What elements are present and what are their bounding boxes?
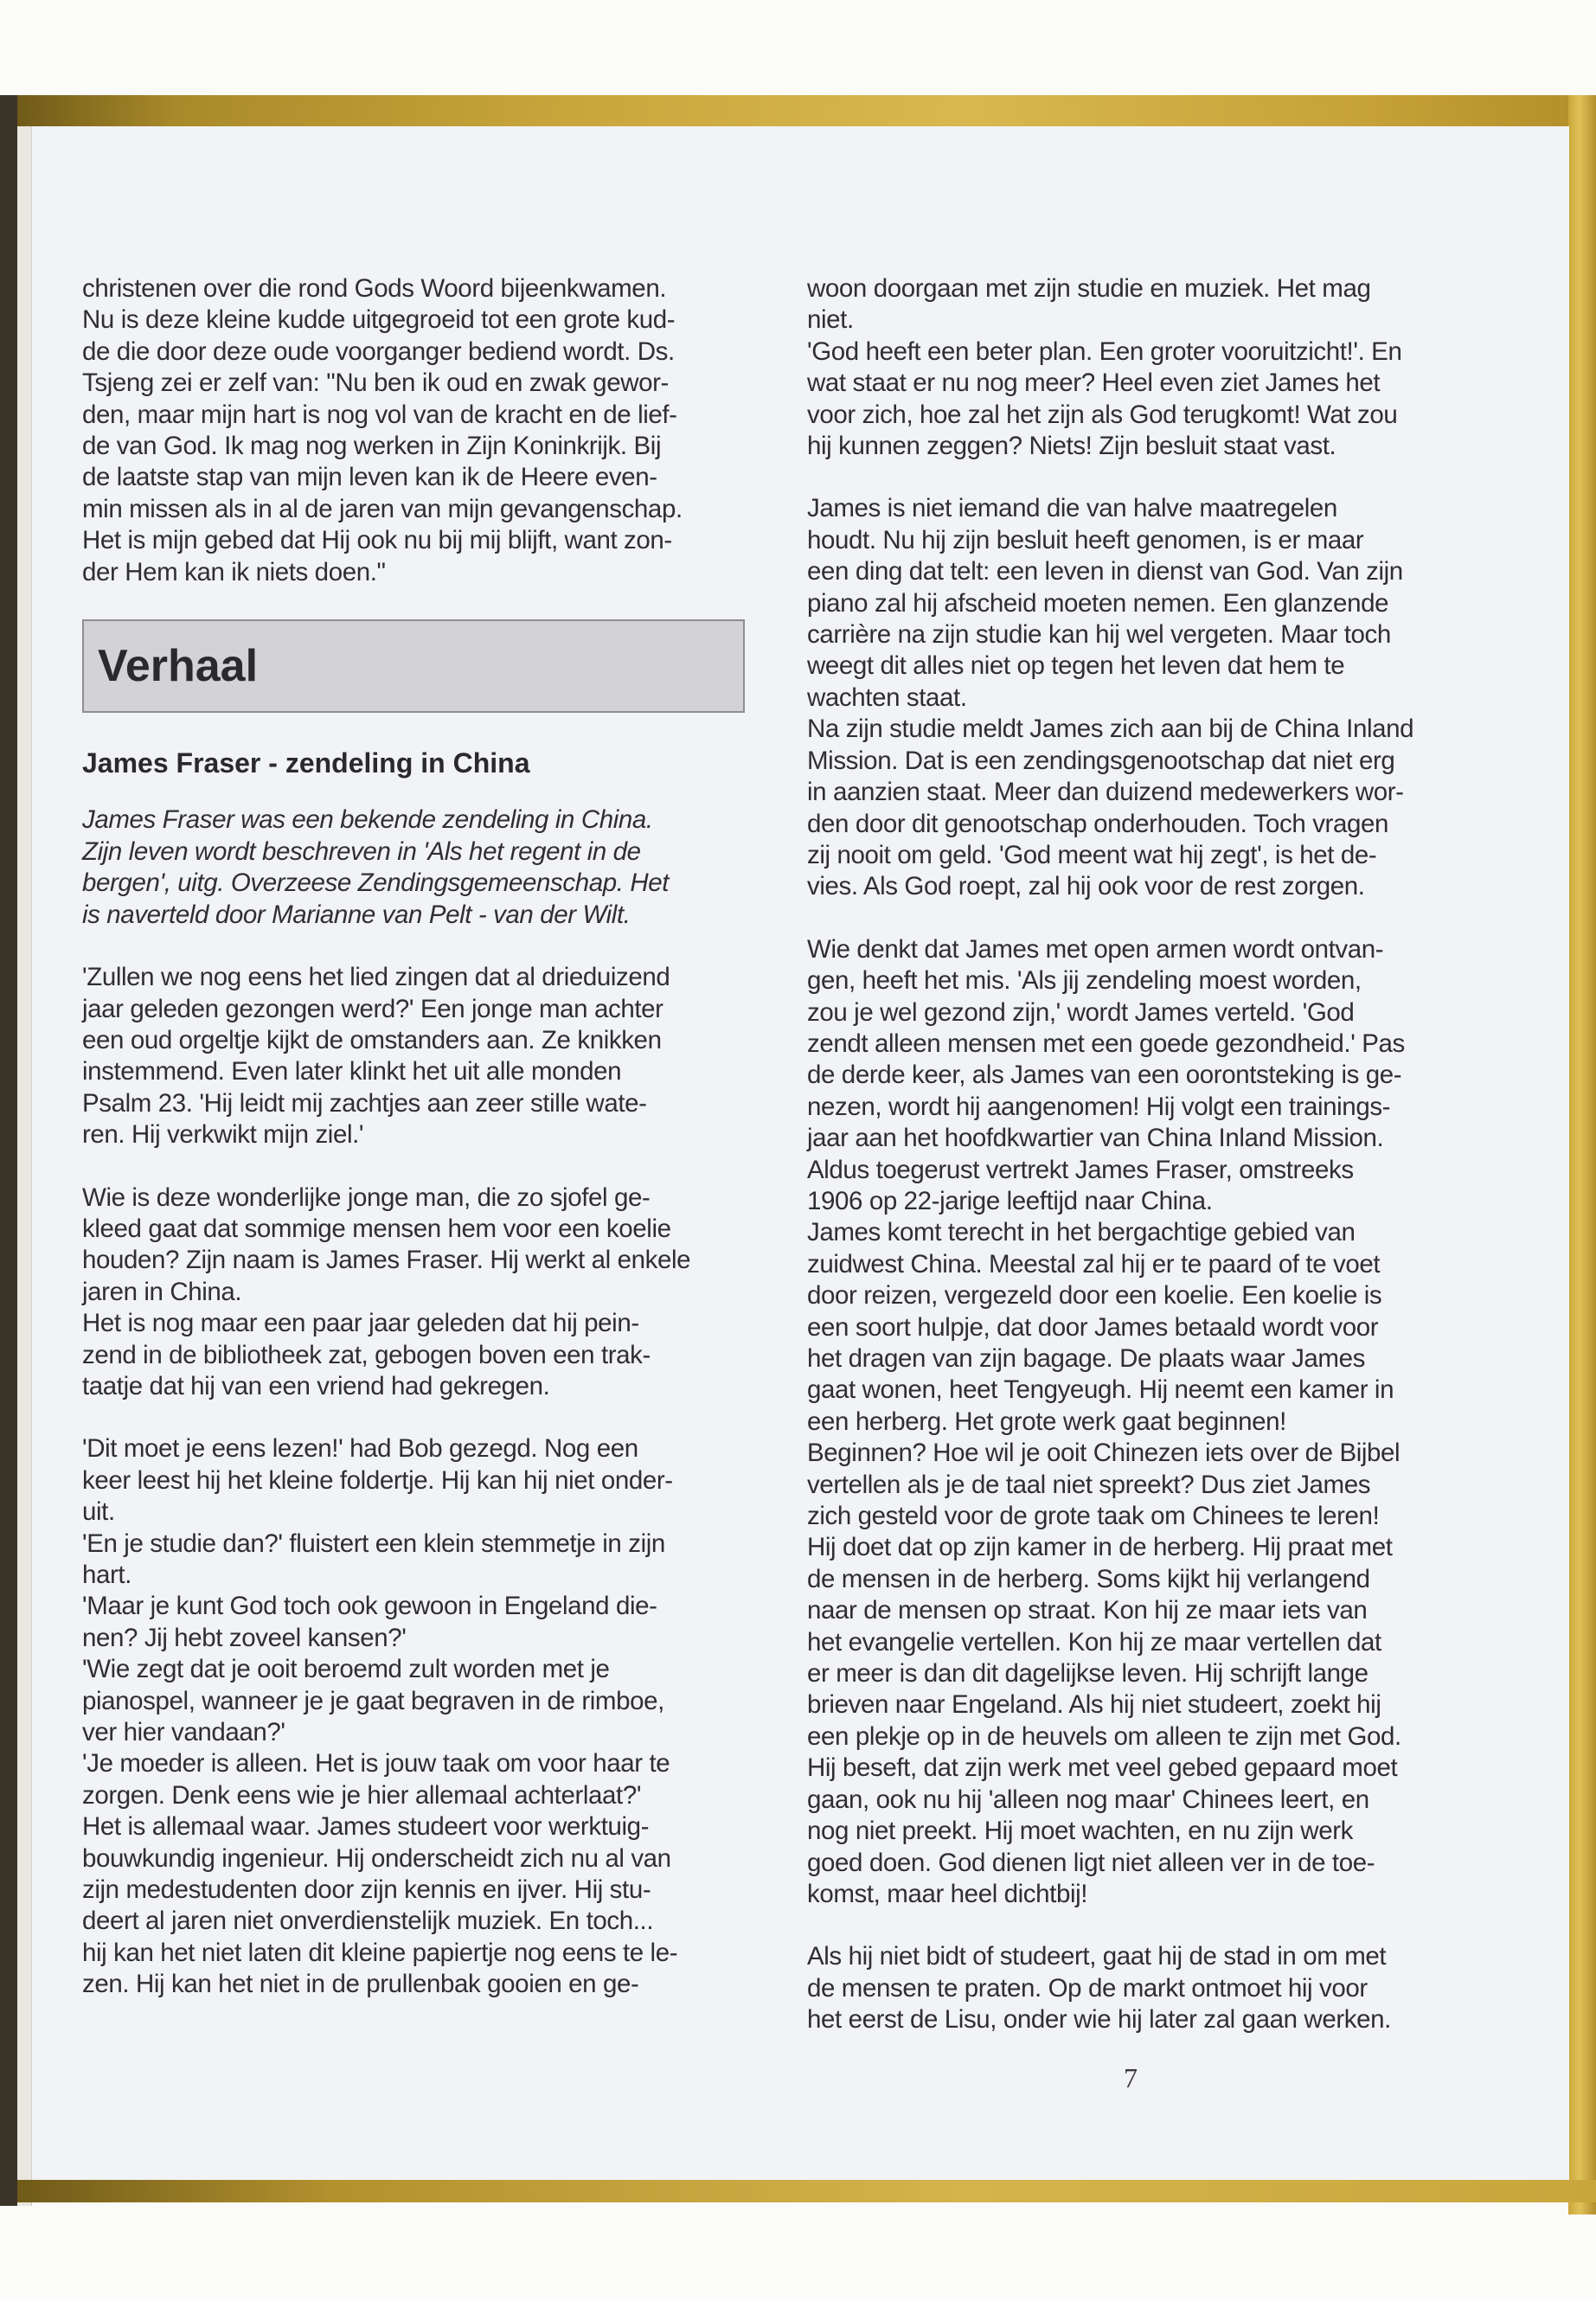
spacer: [807, 903, 1473, 934]
spacer: [807, 1910, 1473, 1941]
story-paragraph-1: 'Zullen we nog eens het lied zingen dat al drieduizend jaar geleden gezongen werd?' Een jonge man achter een oud orgeltje kijkt de omstanders aan. Ze knikken instemmend. Even later klinkt het uit alle monden Psalm 23. 'Hij leidt mij zachtjes aan zeer stille wate- ren. Hij verkwikt mijn ziel.': [82, 963, 670, 1150]
right-paragraph-3: Wie denkt dat James met open armen wordt ontvan- gen, heeft het mis. 'Als jij zendeling moest worden, zou je wel gezond zijn,' wordt James verteld. 'God zendt alleen mensen met een goede gezondheid.' Pas de derde keer, als James van een oorontsteking is ge- nezen, wordt hij aangenomen! Hij volgt een trainings- jaar aan het hoofdkwartier van China Inland Mission. Aldus toegerust vertrekt James Fraser, omstreeks 1906 op 22-jarige leeftijd naar China. James komt terecht in het bergachtige gebied van zuidwest China. Meestal zal hij er te paard of te voet door reizen, vergezeld door een koelie. Een koelie is een soort hulpje, dat door James betaald wordt voor het dragen van zijn bagage. De plaats waar James gaat wonen, heet Tengyeugh. Hij neemt een kamer in een herberg. Het grote werk gaat beginnen! Beginnen? Hoe wil je ooit Chinezen iets over de Bijbel vertellen als je de taal niet spreekt? Dus ziet James zich gesteld voor de grote taak om Chinees te leren! Hij doet dat op zijn kamer in de herberg. Hij praat met de mensen in de herberg. Soms kijkt hij verlangend naar de mensen op straat. Kon hij ze maar iets van het evangelie vertellen. Kon hij ze maar vertellen dat er meer is dan dit dagelijkse leven. Hij schrijft lange brieven naar Engeland. Als hij niet studeert, zoekt hij een plekje op in de heuvels om alleen te zijn met God. Hij beseft, dat zijn werk met veel gebed gepaard moet gaan, ook nu hij 'alleen nog maar' Chinees leert, en nog niet preekt. Hij moet wachten, en nu zijn werk goed doen. God dienen ligt niet alleen ver in de toe- komst, maar heel dichtbij!: [807, 934, 1405, 1908]
book-frame-bottom: [17, 2180, 1596, 2202]
right-paragraph-2: James is niet iemand die van halve maatregelen houdt. Nu hij zijn besluit heeft genomen, is er maar een ding dat telt: een leven in dienst van God. Van zijn piano zal hij afscheid moeten nemen. Een glanzende carrière na zijn studie kan hij wel vergeten. Maar toch weegt dit alles niet op tegen het leven dat hem te wachten staat. Na zijn studie meldt James zich aan bij de China Inland Mission. Dat is een zendingsgenootschap dat niet erg in aanzien staat. Meer dan duizend medewerkers wor- den door dit genootschap onderhouden. Toch vragen zij nooit om geld. 'God meent wat hij zegt', is het de- vies. Als God roept, zal hij ook voor de rest zorgen.: [807, 494, 1414, 901]
book-frame-right: [1568, 95, 1596, 2214]
section-box-title: Verhaal: [98, 640, 259, 691]
book-page: [31, 126, 1569, 2180]
spacer: [807, 462, 1473, 493]
story-paragraph-3: 'Dit moet je eens lezen!' had Bob gezegd. Nog een keer leest hij het kleine foldertje. Hij kan hij niet onder- uit. 'En je studie dan?' fluistert een klein stemmetje in zijn hart. 'Maar je kunt God toch ook gewoon in Engeland die- nen? Jij hebt zoveel kansen?' 'Wie zegt dat je ooit beroemd zult worden met je pianospel, wanneer je je gaat begraven in de rimboe, ver hier vandaan?' 'Je moeder is alleen. Het is jouw taak om voor haar te zorgen. Denk eens wie je hier allemaal achterlaat?' Het is allemaal waar. James studeert voor werktuig- bouwkundig ingenieur. Hij onderscheidt zich nu al van zijn medestudenten door zijn kennis en ijver. Hij stu- deert al jaren niet onverdienstelijk muziek. En toch... hij kan het niet laten dit kleine papiertje nog eens te le- zen. Hij kan het niet in de prullenbak gooien en ge-: [82, 1434, 678, 1999]
book-frame-top: [17, 95, 1596, 126]
scan-edge-dark: [0, 95, 17, 2206]
left-column: [82, 273, 748, 2001]
right-paragraph-1: woon doorgaan met zijn studie en muziek. Het mag niet. 'God heeft een beter plan. Een groter vooruitzicht!'. En wat staat er nu nog meer? Heel even ziet James het voor zich, hoe zal het zijn als God terugkomt! Wat zou hij kunnen zeggen? Niets! Zijn besluit staat vast.: [807, 274, 1402, 461]
opening-paragraph: christenen over die rond Gods Woord bijeenkwamen. Nu is deze kleine kudde uitgegroeid tot een grote kud- de die door deze oude voorganger bediend wordt. Ds. Tsjeng zei er zelf van: "Nu ben ik oud en zwak gewor- den, maar mijn hart is nog vol van de kracht en de lief- de van God. Ik mag nog werken in Zijn Koninkrijk. Bij de laatste stap van mijn leven kan ik de Heere even- min missen als in al de jaren van mijn gevangenschap. Het is mijn gebed dat Hij ook nu bij mij blijft, want zon- der Hem kan ik niets doen.": [82, 274, 683, 586]
right-paragraph-4: Als hij niet bidt of studeert, gaat hij de stad in om met de mensen te praten. Op de markt ontmoet hij voor het eerst de Lisu, onder wie hij later zal gaan werken.: [807, 1942, 1391, 2035]
scan-edge-strip: [17, 95, 32, 2206]
story-title: James Fraser - zendeling in China: [82, 747, 530, 779]
right-column: [807, 273, 1473, 2036]
story-intro: James Fraser was een bekende zendeling in China. Zijn leven wordt beschreven in 'Als het regent in de bergen', uitg. Overzeese Zendingsgemeenschap. Het is naverteld door Marianne van Pelt - van der Wilt.: [82, 805, 670, 929]
story-paragraph-2: Wie is deze wonderlijke jonge man, die zo sjofel ge- kleed gaat dat sommige mensen hem voor een koelie houden? Zijn naam is James Fraser. Hij werkt al enkele jaren in China. Het is nog maar een paar jaar geleden dat hij pein- zend in de bibliotheek zat, gebogen boven een trak- taatje dat hij van een vriend had gekregen.: [82, 1183, 691, 1400]
spacer: [82, 1151, 748, 1183]
page-number: 7: [1124, 2062, 1138, 2093]
spacer: [82, 931, 748, 962]
section-box: [82, 619, 745, 713]
spacer: [82, 1402, 748, 1433]
